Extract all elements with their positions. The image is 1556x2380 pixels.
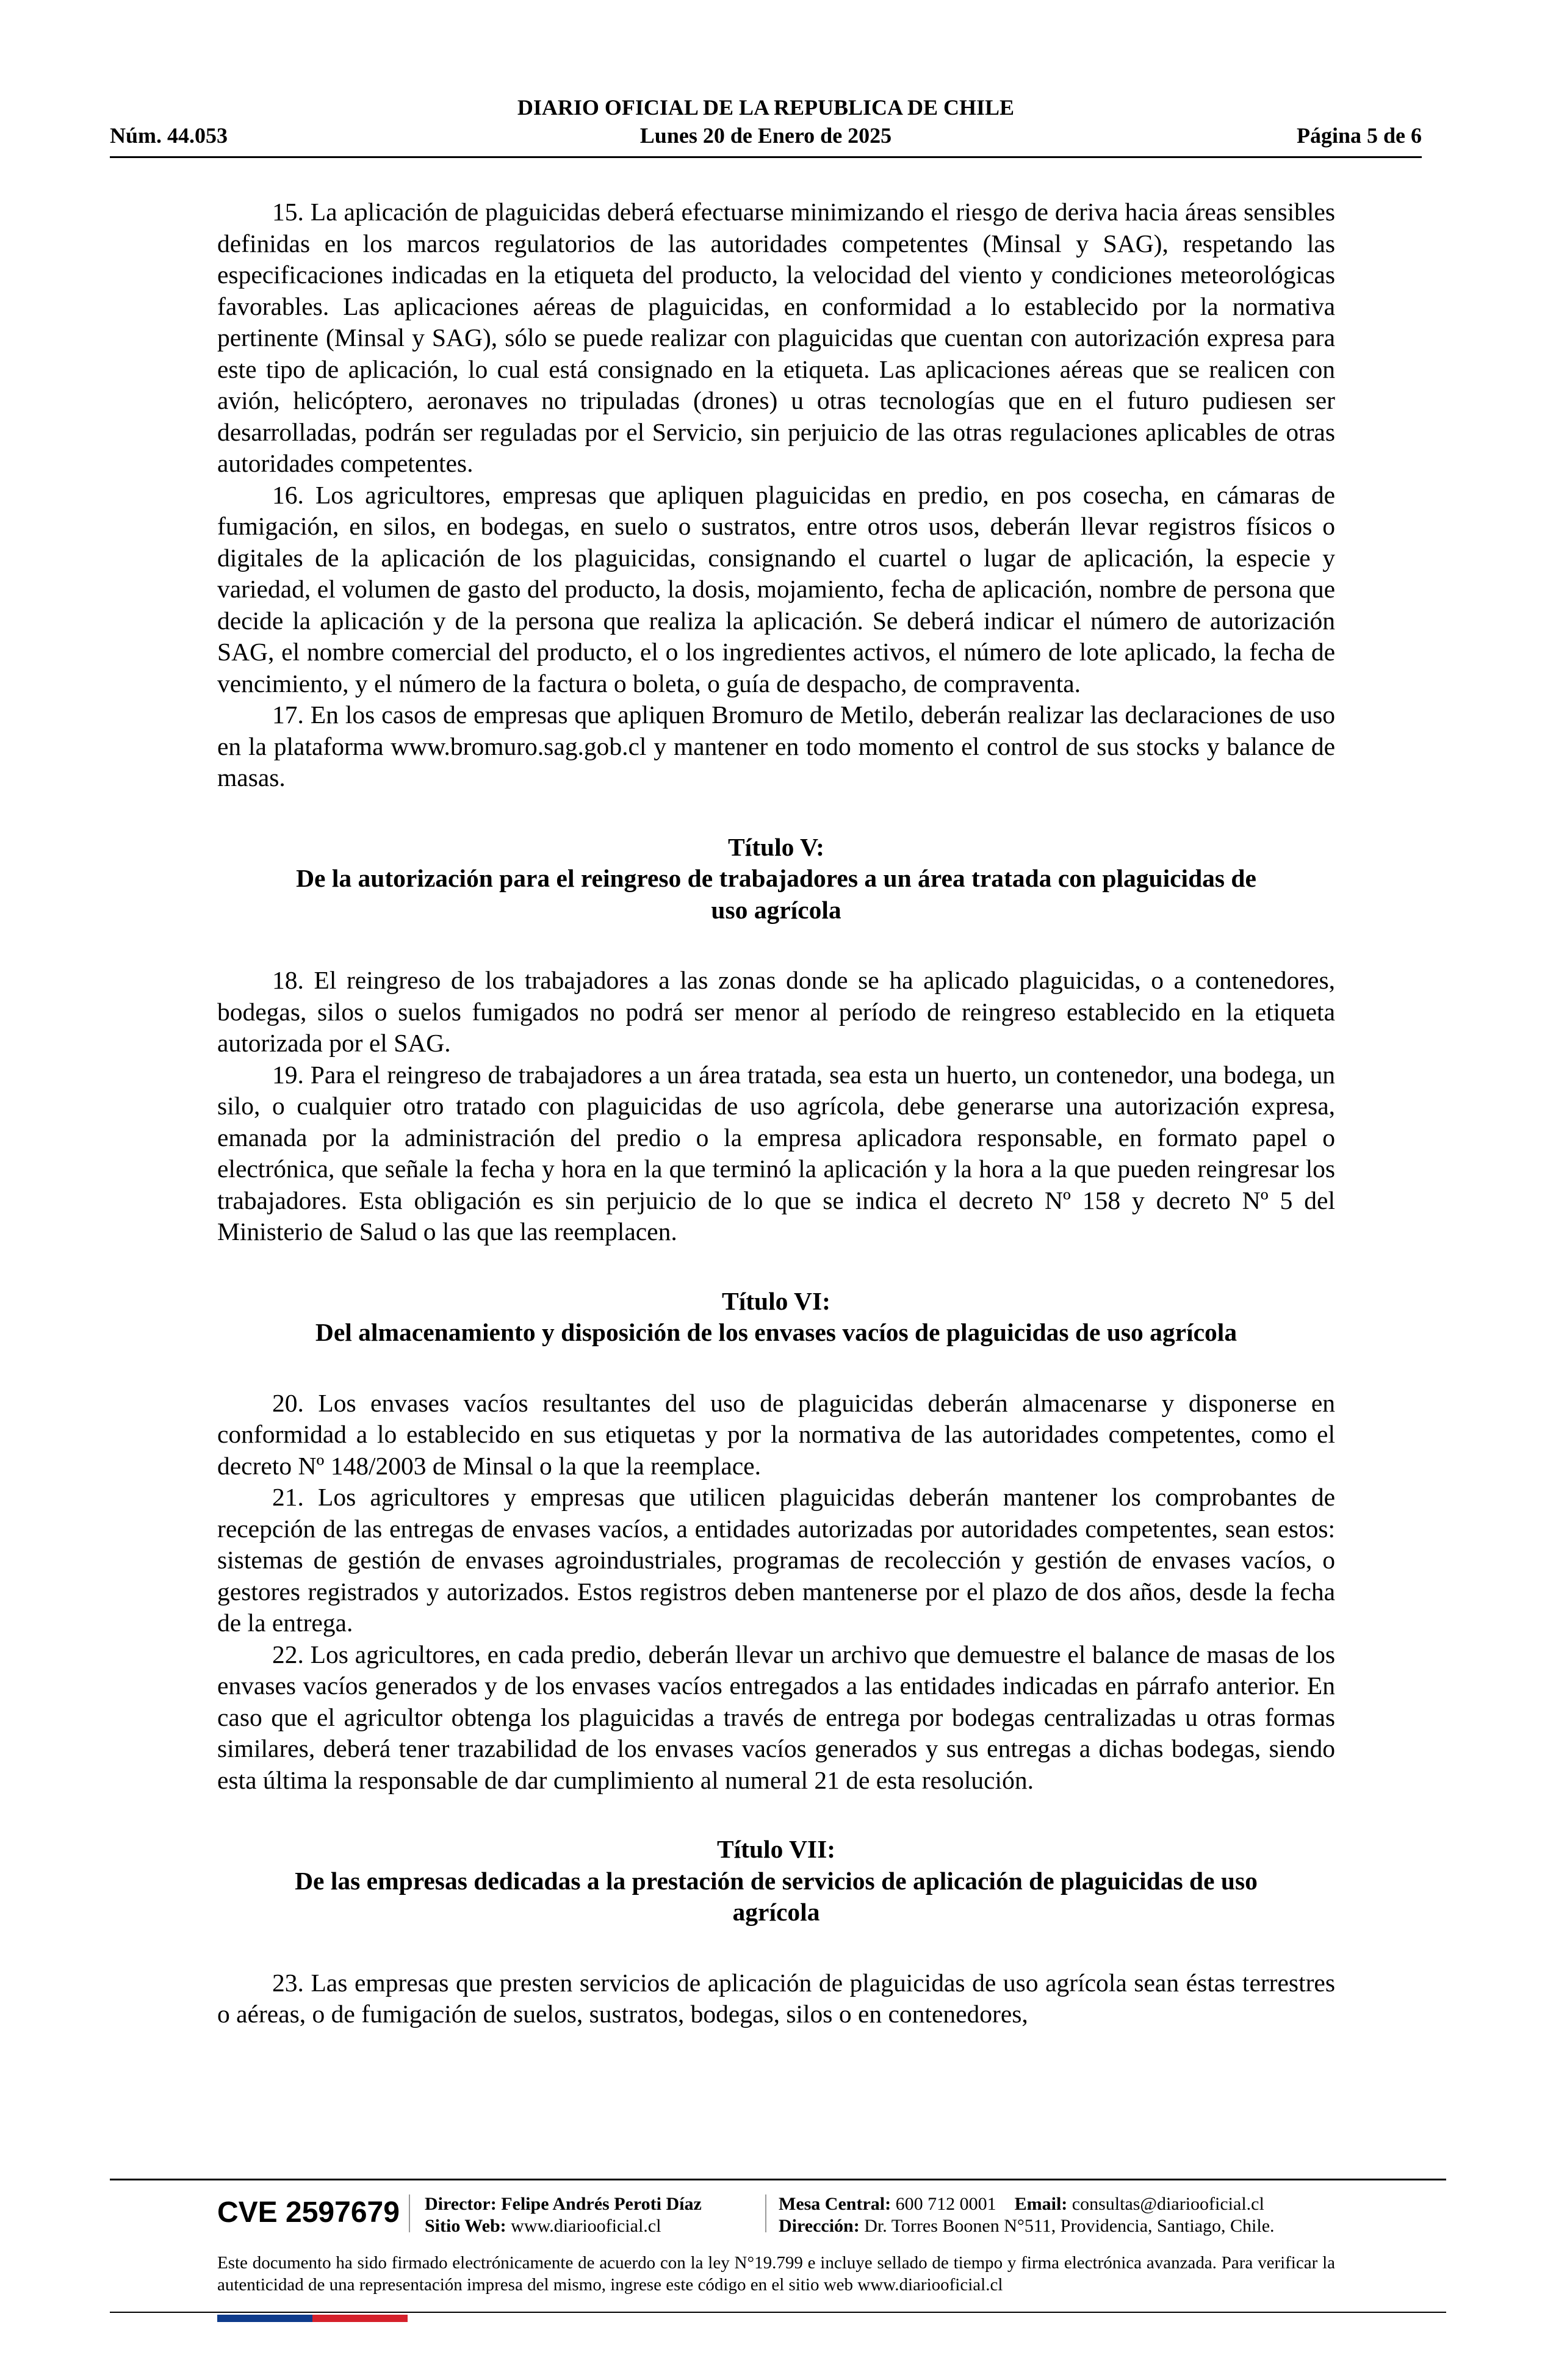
title-vii-subtitle: De las empresas dedicadas a la prestación de servicios de aplicación de plaguicidas de uso agrícola: [295, 1866, 1258, 1926]
document-body: [217, 197, 1335, 2030]
web-link[interactable]: www.diariooficial.cl: [511, 2216, 661, 2236]
title-vi: [217, 1286, 1335, 1349]
signature-notice: Este documento ha sido firmado electrónicamente de acuerdo con la ley N°19.799 e incluye sellado de tiempo y firma electrónica avanzada. Para verificar la autenticidad de una representación impresa del mismo, ingrese este código en el sitio web www.diariooficial.cl: [217, 2253, 1335, 2295]
footer-bottom-divider: [110, 2312, 1446, 2313]
paragraph-21: 21. Los agricultores y empresas que utilicen plaguicidas deberán mantener los comprobantes de recepción de las entregas de envases vacíos, a entidades autorizadas por autoridades competentes, sean estos: sistemas de gestión de envases agroindustriales, programas de recolección y gestión de envases vacíos, o gestores registrados y autorizados. Estos registros deben mantenerse por el plazo de dos años, desde la fecha de la entrega.: [217, 1483, 1335, 1637]
chile-flag-stripe: [217, 2315, 408, 2322]
flag-red-segment: [312, 2315, 408, 2322]
title-v-heading: Título V:: [728, 832, 824, 861]
web-label: Sitio Web:: [425, 2216, 506, 2236]
footer-separator: [409, 2194, 410, 2232]
footer-contact-block: [779, 2193, 1275, 2237]
issue-number: Núm. 44.053: [110, 123, 228, 148]
title-vii: [217, 1834, 1335, 1928]
title-v: [217, 832, 1335, 926]
flag-blue-segment: [217, 2315, 312, 2322]
issue-date: Lunes 20 de Enero de 2025: [639, 123, 892, 148]
paragraph-19: 19. Para el reingreso de trabajadores a un área tratada, sea esta un huerto, un contenedor, una bodega, un silo, o cualquier otro tratado con plaguicidas de uso agrícola, debe generarse una autorización expresa, emanada por la administración del predio o la empresa aplicadora responsable, en formato papel o electrónica, que señale la fecha y hora en la que terminó la aplicación y la hora a la que pueden reingresar los trabajadores. Esta obligación es sin perjuicio de lo que se indica el decreto Nº 158 y decreto Nº 5 del Ministerio de Salud o las que las reemplacen.: [217, 1060, 1335, 1246]
title-vi-heading: Título VI:: [722, 1286, 830, 1315]
page-footer: [217, 2190, 1335, 2238]
paragraph-20: 20. Los envases vacíos resultantes del uso de plaguicidas deberán almacenarse y disponerse en conformidad a lo establecido en sus etiquetas y por la normativa de las autoridades competentes, como el decreto Nº 148/2003 de Minsal o la que la reemplace.: [217, 1388, 1335, 1480]
address-value: Dr. Torres Boonen N°511, Providencia, Santiago, Chile.: [864, 2216, 1275, 2236]
paragraph-18: 18. El reingreso de los trabajadores a las zonas donde se ha aplicado plaguicidas, o a contenedores, bodegas, silos o suelos fumigados no podrá ser menor al período de reingreso establecido en la etiqueta autorizada por el SAG.: [217, 966, 1335, 1057]
director-label: Director:: [425, 2194, 497, 2214]
paragraph-17: 17. En los casos de empresas que apliquen Bromuro de Metilo, deberán realizar las declaraciones de uso en la plataforma www.bromuro.sag.gob.cl y mantener en todo momento el control de sus stocks y balance de masas.: [217, 701, 1335, 792]
paragraph-15: 15. La aplicación de plaguicidas deberá efectuarse minimizando el riesgo de deriva hacia áreas sensibles definidas en los marcos regulatorios de las autoridades competentes (Minsal y SAG), respetando las especificaciones indicadas en la etiqueta del producto, la velocidad del viento y condiciones meteorológicas favorables. Las aplicaciones aéreas de plaguicidas, en conformidad a lo establecido por la normativa pertinente (Minsal y SAG), sólo se puede realizar con plaguicidas que cuentan con autorización expresa para este tipo de aplicación, lo cual está consignado en la etiqueta. Las aplicaciones aéreas que se realicen con avión, helicóptero, aeronaves no tripuladas (drones) u otras tecnologías que en el futuro pudiesen ser desarrolladas, podrán ser reguladas por el Servicio, sin perjuicio de las otras regulaciones aplicables de otras autoridades competentes.: [217, 198, 1335, 477]
address-label: Dirección:: [779, 2216, 860, 2236]
director-name: Felipe Andrés Peroti Díaz: [501, 2194, 702, 2214]
footer-divider: [110, 2179, 1446, 2180]
paragraph-23: 23. Las empresas que presten servicios de aplicación de plaguicidas de uso agrícola sean éstas terrestres o aéreas, o de fumigación de suelos, sustratos, bodegas, silos o en contenedores,: [217, 1968, 1335, 2028]
title-v-subtitle: De la autorización para el reingreso de trabajadores a un área tratada con plaguicidas de uso agrícola: [296, 864, 1256, 924]
email-label: Email:: [1014, 2194, 1068, 2214]
page-header: [110, 90, 1422, 158]
footer-separator: [765, 2194, 766, 2232]
title-vii-heading: Título VII:: [716, 1835, 836, 1863]
paragraph-22: 22. Los agricultores, en cada predio, deberán llevar un archivo que demuestre el balance de masas de los envases vacíos generados y de los envases vacíos entregados a las entidades indicadas en párrafo anterior. En caso que el agricultor obtenga los plaguicidas a través de entrega por bodegas centralizadas u otras formas similares, deberá tener trazabilidad de los envases vacíos generados y sus entregas a dichas bodegas, siendo esta última la responsable de dar cumplimiento al numeral 21 de esta resolución.: [217, 1640, 1335, 1794]
paragraph-16: 16. Los agricultores, empresas que apliquen plaguicidas en predio, en pos cosecha, en cámaras de fumigación, en silos, en bodegas, en suelo o sustratos, entre otros usos, deberán llevar registros físicos o digitales de la aplicación de los plaguicidas, consignando el cuartel o lugar de aplicación, la especie y variedad, el volumen de gasto del producto, la dosis, mojamiento, fecha de aplicación, nombre de persona que decide la aplicación y de la persona que realiza la aplicación. Se deberá indicar el número de autorización SAG, el nombre comercial del producto, el o los ingredientes activos, el número de lote aplicado, la fecha de vencimiento, y el número de la factura o boleta, o guía de despacho, de compraventa.: [217, 480, 1335, 698]
cve-code: CVE 2597679: [217, 2196, 400, 2229]
page-number: Página 5 de 6: [1296, 123, 1422, 148]
mesa-phone: 600 712 0001: [895, 2194, 996, 2214]
journal-title: DIARIO OFICIAL DE LA REPUBLICA DE CHILE: [517, 95, 1015, 120]
mesa-label: Mesa Central:: [779, 2194, 891, 2214]
title-vi-subtitle: Del almacenamiento y disposición de los envases vacíos de plaguicidas de uso agrícola: [315, 1318, 1237, 1346]
footer-director-block: [425, 2193, 702, 2237]
email-link[interactable]: consultas@diariooficial.cl: [1072, 2194, 1264, 2214]
